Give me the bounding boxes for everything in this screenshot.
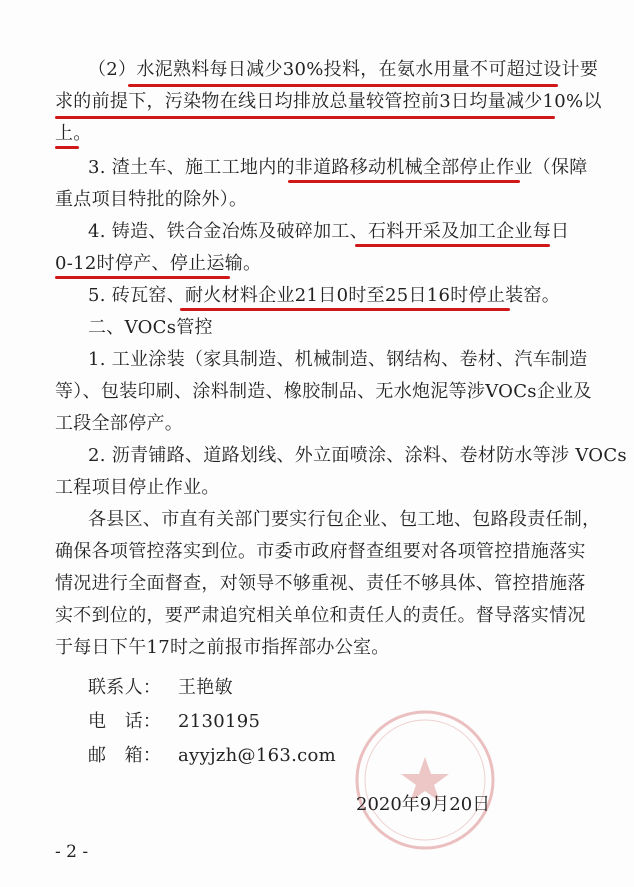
paragraph-line: 情况进行全面督查，对领导不够重视、责任不够具体、管控措施落	[55, 573, 586, 594]
paragraph-line: 求的前提下，污染物在线日均排放总量较管控前3日均量减少10%以	[55, 91, 602, 112]
contact-name-label: 联系人：	[88, 677, 162, 698]
page-number: - 2 -	[55, 842, 89, 862]
red-underline	[128, 84, 558, 87]
contact-phone: 2130195	[178, 711, 261, 732]
paragraph-line: 确保各项管控落实到位。市委市政府督查组要对各项管控措施落实	[55, 541, 586, 562]
contact-name: 王艳敏	[178, 677, 233, 698]
red-underline	[180, 308, 510, 311]
contact-phone-label: 电 话：	[88, 711, 162, 732]
red-underline	[355, 244, 550, 247]
paragraph-line: 于每日下午17时之前报市指挥部办公室。	[55, 637, 390, 658]
contact-email-label: 邮 箱：	[88, 745, 162, 766]
red-underline	[288, 180, 520, 183]
paragraph-line: 上。	[55, 123, 92, 144]
paragraph-line: 各县区、市直有关部门要实行包企业、包工地、包路段责任制，	[88, 509, 601, 530]
contact-email: ayyjzh@163.com	[178, 745, 336, 766]
paragraph-line: 2. 沥青铺路、道路划线、外立面喷涂、涂料、卷材防水等涉 VOCs	[88, 445, 627, 466]
section-heading: 二、VOCs管控	[88, 317, 213, 338]
paragraph-line: 4. 铸造、铁合金冶炼及破碎加工、石料开采及加工企业每日	[88, 221, 570, 242]
paragraph-line: 3. 渣土车、施工工地内的非道路移动机械全部停止作业（保障	[88, 157, 588, 178]
paragraph-line: 工段全部停产。	[55, 413, 184, 434]
red-underline	[55, 116, 555, 119]
paragraph-line: 实不到位的，要严肃追究相关单位和责任人的责任。督导落实情况	[55, 605, 586, 626]
red-underline	[55, 146, 79, 149]
paragraph-line: 工程项目停止作业。	[55, 477, 220, 498]
official-seal-icon	[350, 705, 500, 855]
paragraph-line: （2）水泥熟料每日减少30%投料，在氨水用量不可超过设计要	[88, 59, 599, 80]
paragraph-line: 1. 工业涂装（家具制造、机械制造、钢结构、卷材、汽车制造	[88, 349, 588, 370]
red-underline	[55, 276, 230, 279]
document-date: 2020年9月20日	[356, 794, 491, 815]
paragraph-line: 等）、包装印刷、涂料制造、橡胶制品、无水炮泥等涉VOCs企业及	[55, 381, 592, 402]
paragraph-line: 0-12时停产、停止运输。	[55, 253, 262, 274]
paragraph-line: 5. 砖瓦窑、耐火材料企业21日0时至25日16时停止装窑。	[88, 285, 561, 306]
paragraph-line: 重点项目特批的除外）。	[55, 189, 248, 210]
